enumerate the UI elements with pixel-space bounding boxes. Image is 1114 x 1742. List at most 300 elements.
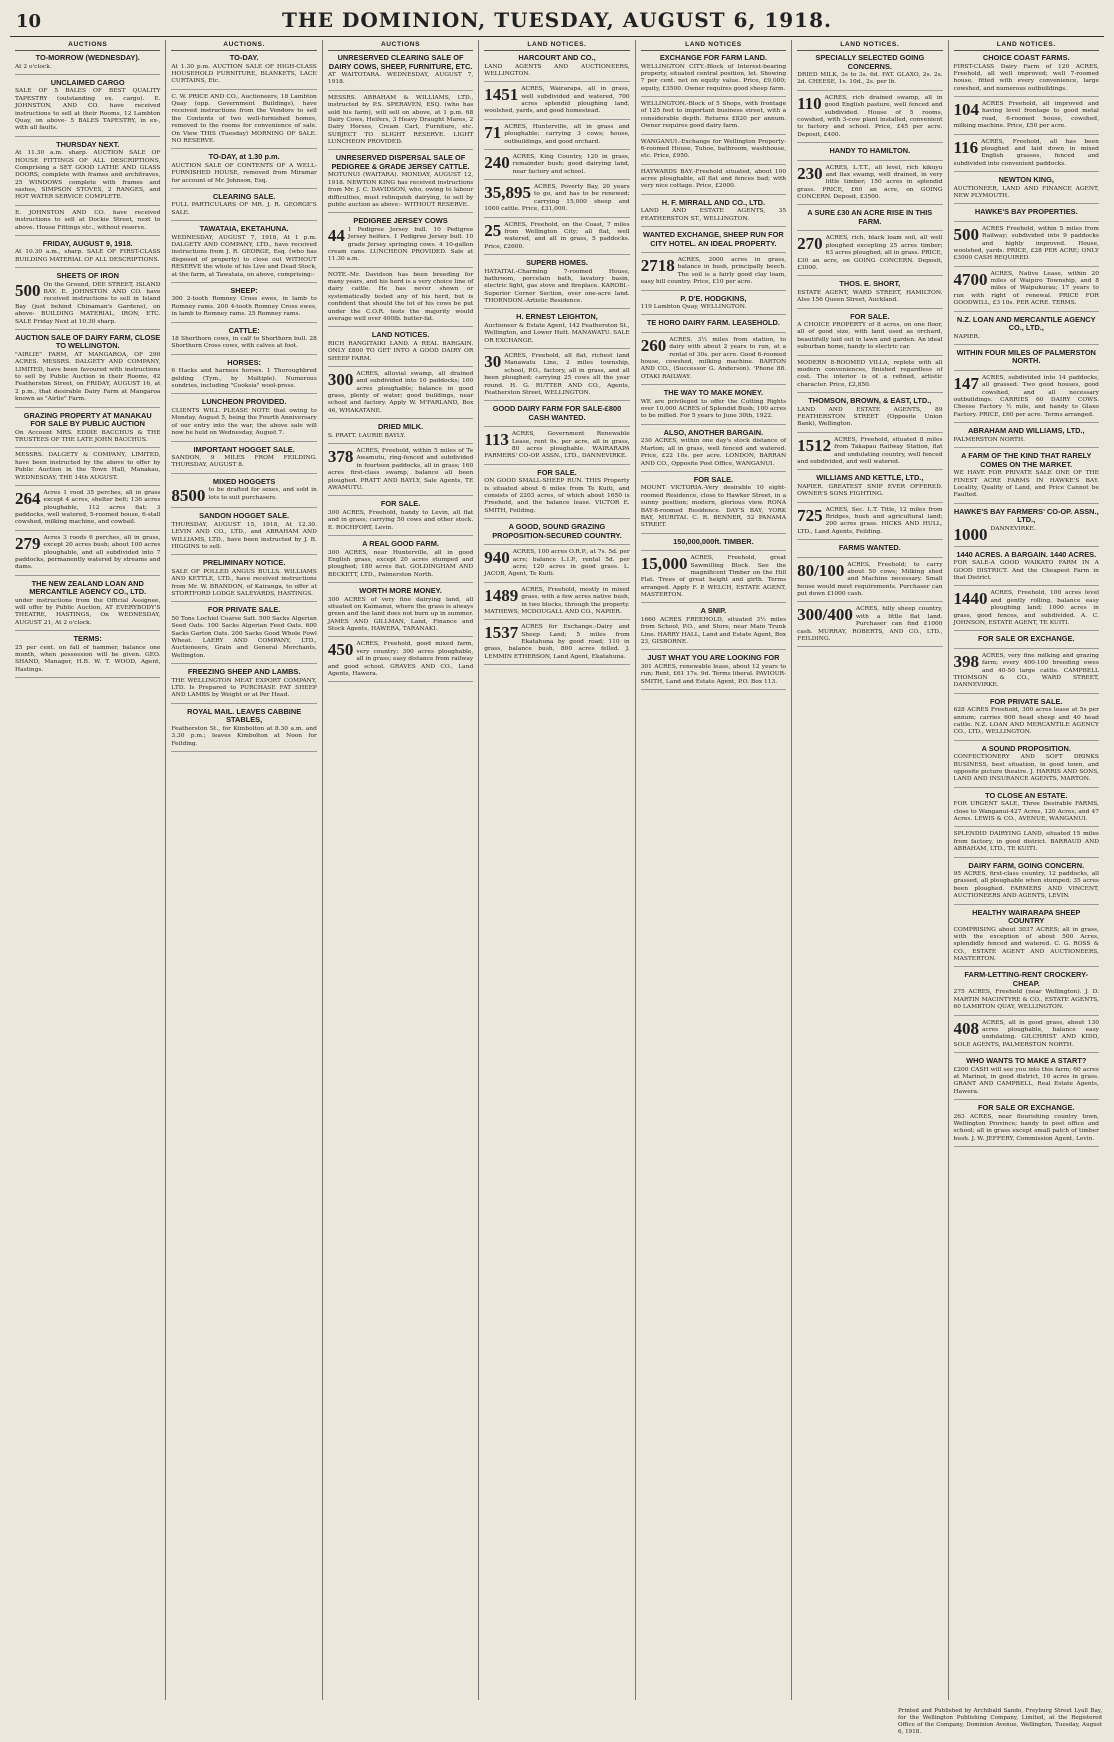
advertisement <box>328 95 473 151</box>
ad-body: WELLINGTON CITY.-Block of Interest-bearing property, situated central position, let. Showing 7 per cent. net on equity value. Price, £9,000; equity, £3500. Owner requires good sheep farm. <box>640 63 787 92</box>
advertisement <box>797 397 942 433</box>
ad-heading: HAWKE'S BAY PROPERTIES. <box>974 207 1078 217</box>
ad-big-number: 240 <box>484 152 510 172</box>
ad-big-number: 147 <box>953 373 980 393</box>
ad-body: 300 ACRES, Freehold, handy to Levin, all flat and in grass; carrying 50 cows and other stock. E. ROCHFORT, Levin. <box>327 509 474 531</box>
advertisement <box>328 371 473 419</box>
ad-body: SANDON, 9 MILES FROM FEILDING. THURSDAY, AUGUST 8. <box>171 455 317 469</box>
ad-heading: A SURE £30 AN ACRE RISE IN THIS FARM. <box>807 208 933 226</box>
advertisement <box>641 607 786 650</box>
advertisement <box>171 398 316 441</box>
ad-big-number: 80/100 <box>797 560 845 580</box>
advertisement <box>484 405 629 427</box>
ad-body: THE WELLINGTON MEAT EXPORT COMPANY, LTD. Is Prepared to PURCHASE FAT SHEEP AND LAMBS by Weight or at Per Head. <box>171 677 317 699</box>
advertisement <box>328 154 473 213</box>
advertisement <box>641 319 786 333</box>
advertisement <box>797 544 942 558</box>
ad-body: ACRES, very fine milking and grazing farm; every 400-100 breeding ewes and 40-50 large cattle. CAMPBELL THOMSON & CO., WARD STREET, DANNEVIRKE. <box>953 652 1099 689</box>
column-header: LAND NOTICES. <box>797 40 942 51</box>
advertisement <box>484 184 629 218</box>
ad-heading: A REAL GOOD FARM. <box>362 539 439 548</box>
ad-heading: IMPORTANT HOGGET SALE. <box>193 444 295 454</box>
ad-body: DANNEVIRKE. <box>990 525 1036 532</box>
advertisement <box>171 446 316 474</box>
ad-heading: FRIDAY, AUGUST 9, 1918. <box>42 238 133 248</box>
column <box>949 40 1104 1700</box>
advertisement <box>954 551 1099 587</box>
ad-body: WELLINGTON.-Block of 5 Shops, with frontage of 125 feet to important business street, with a considerable depth. Returns £820 per annum. Owner requires good dairy farm. <box>640 101 787 130</box>
column <box>636 40 792 1700</box>
ad-body: ACRES, Freehold, on the Coast, 7 miles from Wellington City; all flat, well watered, and all in grass, 5 paddocks. Price, £2600. <box>484 221 630 250</box>
ad-body: ACRES, Wairarapa, all in grass, well subdivided and watered, 700 acres splendid ploughing land, woolshed, yards, and good homestead. <box>484 86 630 115</box>
column-header: AUCTIONS <box>328 40 473 51</box>
ad-body: RICH RANGITAIKI LAND. A REAL BARGAIN. ONLY £800 TO GET INTO A GOOD DAIRY OR SHEEP FARM. <box>327 340 474 362</box>
advertisement <box>954 208 1099 222</box>
ad-body: ACRES, Freehold, all flat, richest land Manawatu Line, 2 miles township, school, P.O., factory, all in grass, and all been ploughed; carrying 25 cows all the year round. H. G. RUTTER AND CO., Agents, Featherston Street, WELLINGTON. <box>484 353 630 396</box>
ad-heading: UNRESERVED DISPERSAL SALE OF PEDIGREE & GRADE JERSEY CATTLE. <box>331 153 470 171</box>
ad-heading: SPECIALLY SELECTED GOING CONCERNS. <box>815 53 925 71</box>
ad-body: LAND AND ESTATE AGENTS, 89 FEATHERSTON STREET (Opposite Union Bank), Wellington. <box>797 406 943 428</box>
advertisement <box>954 508 1099 547</box>
advertisement <box>954 427 1099 448</box>
ad-big-number: 725 <box>797 505 823 525</box>
advertisement <box>954 176 1099 204</box>
advertisement <box>328 217 473 267</box>
advertisement <box>484 624 629 665</box>
ad-body: C. W. PRICE AND CO., Auctioneers, 18 Lambton Quay (opp. Government Buildings), have received instructions from the Vendors to sell the Contents of two well-furnished homes, removed to the rooms for convenience of sale. On View THIS (Tuesday) MORNING OF SALE. NO RESERVE. <box>171 93 317 144</box>
ad-heading: TO-DAY. <box>229 53 259 62</box>
advertisement <box>797 360 942 394</box>
advertisement <box>15 54 160 75</box>
ad-big-number: 500 <box>953 224 980 244</box>
ad-big-number: 398 <box>953 651 980 671</box>
ad-body: A CHOICE PROPERTY of 8 acres, on one floor, all of good size, with land used as orchard, beautifully laid out in lawn and garden. An ideal suburban home, handy to electric car. <box>797 322 943 351</box>
ad-heading: DAIRY FARM, GOING CONCERN. <box>968 860 1085 870</box>
ad-heading: TE HORO DAIRY FARM. LEASEHOLD. <box>646 318 780 328</box>
ad-body: WE HAVE FOR PRIVATE SALE ONE OF THE FINEST ACRE FARMS IN HAWKE'S BAY. Locality, Quality of Land, and Price Cannot be Faulted. <box>953 470 1099 499</box>
ad-heading: HORSES: <box>227 357 261 367</box>
column-header: AUCTIONS. <box>171 40 316 51</box>
ad-big-number: 500 <box>15 280 41 300</box>
ad-body: ACRES, Freehold, good mixed farm, very country; 300 acres ploughable, all in grass; easy distance from railway and good school. GRAVES AND CO., Land Agents, Hawera. <box>327 641 474 677</box>
advertisement <box>797 606 942 647</box>
ad-heading: SHEEP: <box>230 285 258 295</box>
ad-body: MOUNT VICTORIA.-Very desirable 10 eight-roomed Residence, close to Hawker Street, in a sunny position; modern, glorious view. RONA BAY-8-roomed Residence. DAY'S BAY, YORK BAY, MURITAI. C. R. BENNER, 52 PANAMA STREET. <box>640 485 787 529</box>
ad-heading: HEALTHY WAIRARAPA SHEEP COUNTRY <box>972 907 1081 926</box>
ad-body: ESTATE AGENT, WARD STREET, HAMILTON. Also 156 Queen Street, Auckland. <box>797 289 943 304</box>
advertisement <box>15 272 160 330</box>
advertisement <box>15 490 160 531</box>
ad-body: ACRES, rich, black loam soil, all well ploughed excepting 25 acres timber; 63 acres ploughed, all in grass. PRICE, £30 an acre, on GOING CONCERN. Deposit, £3000. <box>797 235 943 271</box>
ad-heading: 1440 ACRES. A BARGAIN. 1440 ACRES. <box>956 549 1097 559</box>
advertisement <box>797 165 942 206</box>
advertisement <box>797 209 942 231</box>
ad-heading: H. F. MIRRALL AND CO., LTD. <box>661 197 766 207</box>
advertisement <box>641 538 786 552</box>
column-header: LAND NOTICES. <box>484 40 629 51</box>
ad-body: 18 Shorthorn cows, in calf to Shorthorn bull. 28 Shorthorn Cross cows, with calves at foot. <box>171 336 317 350</box>
ad-big-number: 104 <box>953 100 980 120</box>
ad-body: ACRES, Freehold, situated 8 miles from Takapau Railway Station, flat and undulating country, well fenced and subdivided, and well watered. <box>797 436 943 465</box>
ad-heading: 150,000,000ft. TIMBER. <box>673 536 754 546</box>
ad-body: SPLENDID DAIRYING LAND, situated 15 miles from factory, in good district. BARRAUD AND ABRAHAM, LTD., TE KUITI. <box>953 831 1099 853</box>
ad-body: MOTUNUI (WAITARA). MONDAY, AUGUST 12, 1918. NEWTON KING has received instructions from Mr. J. C. DAVIDSON, who, owing to labour difficulties, must relinquish dairying, to sell by public auction as above:- WITHOUT RESERVE. <box>327 172 474 208</box>
ad-body: ACRES, all in good grass, about 130 acres ploughable, balance easy undulating. GILCHRIST AND KIDD, SOLE AGENTS, PALMERSTON NORTH. <box>953 1019 1099 1048</box>
advertisement <box>954 101 1099 135</box>
advertisement <box>954 1020 1099 1054</box>
ad-heading: HARCOURT AND CO., <box>518 53 596 62</box>
ad-body: HAYWARDS BAY.-Freehold situated, about 100 acres ploughable, all flat and fences bad; with very nice cottage. Price, £2000. <box>640 168 787 190</box>
ad-big-number: 230 <box>797 163 823 183</box>
ad-body: NOTE.-Mr. Davidson has been breeding for many years, and his herd is a very choice line of dairy cattle. He has never shown or systematically tested any of his herd, but is confident that should the lot of his cows be put under the C.O.R. tests the majority would average well over 400lb. butter-fat. <box>327 271 474 322</box>
advertisement <box>484 124 629 150</box>
advertisement <box>797 54 942 91</box>
ad-heading: FOR SALE OR EXCHANGE. <box>977 1103 1075 1113</box>
ad-heading: FARMS WANTED. <box>838 543 901 553</box>
advertisement <box>328 540 473 583</box>
advertisement <box>641 101 786 135</box>
ad-body: SALE OF POLLED ANGUS BULLS. WILLIAMS AND KETTLE, LTD., have received instructions from Mr. W. BRANDON, of Kairanga, to offer at STORTFORD LODGE SALEYARDS, HASTINGS. <box>171 568 317 598</box>
advertisement <box>171 668 316 704</box>
ad-heading: CLEARING SALE. <box>212 191 276 201</box>
advertisement <box>797 313 942 356</box>
printer-imprint: Printed and Published by Archibald Sando, Freyburg Street Lyall Bay, for the Wellington Publishing Company, Limited, at the Registered Office of the Company, Dominion Avenue, Wellington, Tuesday, August 6, 1918. <box>898 1708 1102 1736</box>
advertisement <box>954 452 1099 504</box>
ad-body: FOR URGENT SALE, Three Desirable FARMS, close to Wanganui-427 Acres, 120 Acres, and 47 Acres. LEWIS & CO., AVENUE, WANGANUI. <box>953 801 1099 823</box>
ad-heading: WILLIAMS AND KETTLE, LTD., <box>816 473 924 483</box>
ad-big-number: 30 <box>484 352 502 372</box>
ad-heading: THOMSON, BROWN, & EAST, LTD., <box>808 396 932 406</box>
column <box>166 40 322 1700</box>
ad-heading: N.Z. LOAN AND MERCANTILE AGENCY CO., LTD., <box>956 314 1096 333</box>
ad-body: Acres 3 roods 6 perches, all in grass, except 20 acres bush; about 100 acres ploughable, and all subdivided into 7 paddocks, permanently watered by streams and dams. <box>15 534 161 571</box>
advertisement <box>15 141 160 206</box>
advertisement <box>484 154 629 180</box>
ad-body: DRIED MILK, 3s to 3s. 6d. FAT. GLAXO, 2s. 2s. 2d. CHEESE, 1s. 10d., 2s. per lb. <box>797 72 943 86</box>
ad-heading: GRAZING PROPERTY AT MANAKAU FOR SALE BY PUBLIC AUCTION <box>23 410 152 429</box>
advertisement <box>954 226 1099 267</box>
ad-big-number: 1537 <box>484 623 519 643</box>
advertisement <box>797 562 942 603</box>
advertisement <box>171 287 316 323</box>
ad-heading: FOR PRIVATE SALE. <box>990 696 1063 706</box>
advertisement <box>797 507 942 541</box>
ad-body: NAPIER. GREATEST SNIP EVER OFFERED. OWNER'S SONS FIGHTING. <box>797 483 943 498</box>
ad-body: ACRES for Exchange.-Dairy and Sheep Land; 5 miles from Ekatahuna by good road; 110 in grass, balance bush, 800 acres felled. J. LEMMIN ETHERSON, Land Agent, Ekatahuna. <box>484 624 630 660</box>
ad-body: 300 ACRES of very fine dairying land, all situated on Kaimanui, where the grass is always green and the land does not burn up in summer. JAMES AND GILLMAN, Land, Finance and Stock Agents, HAWERA, TARANAKI. <box>327 596 474 633</box>
advertisement <box>171 225 316 283</box>
advertisement <box>641 54 786 97</box>
page-number: 10 <box>16 11 42 32</box>
ad-big-number: 116 <box>953 137 979 157</box>
advertisement <box>641 139 786 165</box>
advertisement <box>797 95 942 143</box>
ad-body: ACRES, L.T.T., all level, rich kikuyu and flax swamp, well drained, in very little timber; 150 acres in splendid grass. PRICE, £60 an acre, on GOING CONCERN. Deposit, £3500. <box>797 164 943 201</box>
ad-body: AUCTIONEER, LAND AND FINANCE AGENT, NEW PLYMOUTH. <box>953 185 1099 199</box>
ad-body: 300 ACRES, near Hunterville, all in good English grass, except 20 acres stumped and ploughed; 180 acres flat. GOLDINGHAM AND BECKETT, LTD., Palmerston North. <box>327 549 474 578</box>
ad-body: 50 Tons Lochiel Coarse Salt. 500 Sacks Algerian Seed Oats. 100 Sacks Algerian Feed Oats. 600 Sacks Garton Oats. 200 Sacks Good Whole Fowl Wheat. LAERY AND COMPANY, LTD., Auctioneers, Grain and General Merchants, Wellington. <box>171 615 317 659</box>
ad-body: ACRES, Freehold, mostly in mixed grass, with a few acres native bush, in two blocks, through the property. MATHEWS, MCDOUGALL AND CO., NAPIER. <box>484 586 630 615</box>
ad-body: ACRES Freehold, all improved and having level frontage to good metal road, 6-roomed house, cowshed, milking machine. Price, £50 per acre. <box>953 101 1099 130</box>
ad-body: At 1.30 p.m. AUCTION SALE OF HIGH-CLASS HOUSEHOLD FURNITURE, BLANKETS, LACE CURTAINS, Etc. <box>171 63 317 85</box>
advertisement <box>484 259 629 309</box>
ad-body: On Account MRS. EDDIE BACCHUS & THE TRUSTEES OF THE LATE JOHN BACCHUS. <box>15 429 161 444</box>
ad-heading: HANDY TO HAMILTON. <box>829 146 911 156</box>
ad-big-number: 1451 <box>484 85 519 105</box>
ad-heading: TO-DAY, at 1.30 p.m. <box>208 152 280 162</box>
ad-heading: UNRESERVED CLEARING SALE OF DAIRY COWS, SHEEP, FURNITURE, ETC. <box>328 53 473 71</box>
ad-heading: ALSO, ANOTHER BARGAIN. <box>663 427 764 437</box>
ad-big-number: 1512 <box>797 435 832 455</box>
advertisement <box>954 1057 1099 1100</box>
ad-body: SALE OF 5 BALES OF BEST QUALITY TAPESTRY (outstanding ex. cargo). E. JOHNSTON, AND CO. have received instructions to sell at their Rooms, 12 Lambton Quay, on above- 5 BALES TAPESTRY, in ex-, with all faults. <box>15 88 161 132</box>
ad-body: AUCTION SALE OF CONTENTS OF A WELL-FURNISHED HOUSE, removed from Miramar for account of Mr. Johnson, Esq. <box>171 162 317 184</box>
advertisement <box>15 635 160 678</box>
advertisement <box>954 792 1099 828</box>
advertisement <box>171 54 316 90</box>
column-header: LAND NOTICES <box>641 40 786 51</box>
advertisement <box>15 240 160 268</box>
ad-body: WE are privileged to offer the Cutting Rights over 10,000 ACRES of Splendid Bush; 100 acres to be milled. For 5 years to June 30th, 1922. <box>640 398 787 420</box>
ad-body: 301 ACRES, renewable lease, about 12 years to run; Rent, £61 17s. 9d. Terms liberal. PAVIOUR-SMITH, Land and Estate Agent, P.O. Box 113. <box>640 663 787 685</box>
advertisement <box>641 295 786 316</box>
advertisement <box>171 327 316 355</box>
advertisement <box>954 375 1099 423</box>
ad-heading: TAWATAIA, EKETAHUNA. <box>199 224 289 234</box>
advertisement <box>954 139 1099 173</box>
ad-body: MODERN 8-ROOMED VILLA, replete with all modern conveniences, finished regardless of cost. The interior is of a refined, artistic character. Price, £2,850. <box>797 359 943 388</box>
advertisement <box>954 653 1099 694</box>
ad-body: 1660 ACRES FREEHOLD, situated 3½ miles from School, P.O., and Store, near Main Trunk Line. HARRY HALL, Land and Estate Agent, Box 23, GISBORNE. <box>640 616 787 646</box>
ad-body: E. JOHNSTON AND CO. have received instructions to sell at Dockie Street, next to above. House Fittings etc., without reserve. <box>15 209 161 231</box>
ad-heading: NEWTON KING, <box>998 175 1054 185</box>
ad-body: WEDNESDAY, AUGUST 7, 1918, At 1 p.m. DALGETY AND COMPANY, LTD., have received instructions from J. R. GEORGE, Esq. (who has disposed of property) to close out WITHOUT RESERVE the whole of his Live and Dead Stock, at the farm, at Tawataia, on above, comprising:- <box>171 234 317 278</box>
advertisement <box>954 635 1099 649</box>
columns-container <box>10 40 1104 1700</box>
advertisement <box>641 169 786 195</box>
ad-body: ACRES, Freehold, all has been ploughed and laid down in mixed English grasses, fenced and subdivided into convenient paddocks. <box>953 138 1099 167</box>
ad-heading: FOR SALE. <box>380 499 421 509</box>
ad-body: MESSRS. ABRAHAM & WILLIAMS, LTD., instructed by P.S. SPERAVEN, ESQ. (who has sold his farm), will sell on above, at 1 p.m. 68 Dairy Cows, Heifers, 3 Heavy Draught Mares, 2 Dairy Horses, Cream Cart, Furniture, etc. SUBJECT TO SLIGHT RESERVE. LIGHT LUNCHEON PROVIDED. <box>327 94 474 146</box>
ad-body: 119 Lambton Quay, WELLINGTON. <box>640 304 747 311</box>
ad-heading: WITHIN FOUR MILES OF PALMERSTON NORTH. <box>956 347 1096 366</box>
ad-heading: WHO WANTS TO MAKE A START? <box>966 1056 1087 1066</box>
ad-body: Auctioneer & Estate Agent, 142 Featherston St., Wellington, and Lower Hutt. MANAWATU. SALE OR EXCHANGE. <box>484 322 630 344</box>
ad-heading: AUCTION SALE OF DAIRY FARM, CLOSE TO WELLINGTON. <box>15 332 161 351</box>
ad-body: 1 Pedigree Jersey bull. 10 Pedigree Jersey heifers. 1 Pedigree Jersey bull. 10 grade Jersey springing cows. 4 10-gallon cream cans. LUNCHEON PROVIDED. Sale at 11.30 a.m. <box>327 226 474 263</box>
ad-body: ACRES, Poverty Bay, 20 years to go, and has to be renewed; carrying 15,000 sheep and 1000 cattle. Price, £31,000. <box>484 184 630 213</box>
ad-heading: SUPERB HOMES. <box>525 258 588 268</box>
advertisement <box>15 580 160 632</box>
ad-body: LAND AND ESTATE AGENTS, 35 FEATHERSTON ST., WELLINGTON. <box>640 208 787 222</box>
ad-body: LAND AGENTS AND AUCTIONEERS, WELLINGTON. <box>484 63 630 77</box>
advertisement <box>954 271 1099 312</box>
masthead <box>10 6 1104 37</box>
ad-big-number: 300 <box>327 369 354 389</box>
page-title: THE DOMINION, TUESDAY, AUGUST 6, 1918. <box>282 8 832 32</box>
column <box>10 40 166 1700</box>
column <box>323 40 479 1700</box>
advertisement <box>797 235 942 276</box>
column-header: LAND NOTICES. <box>954 40 1099 51</box>
ad-heading: H. ERNEST LEIGHTON, <box>516 312 598 322</box>
ad-body: MESSRS. DALGETY & COMPANY, LIMITED, have been instructed by the above to offer by Public Auction in the Town Hall, Manakau, WEDNESDAY, THE 14th AUGUST. <box>15 452 161 481</box>
ad-big-number: 44 <box>327 225 345 245</box>
ad-body: On the Ground, DEE STREET, ISLAND BAY. E. JOHNSTON AND CO. have received instructions to sell in Island Bay (just behind Chinaman's Gardens), on above- BUILDING MATERIAL, IRON, ETC. SALE Friday Next at 10.30 sharp. <box>15 281 161 325</box>
ad-body: 25 per cent. on fall of hammer, balance one month, when possession will be given. GEO. SHAND, Manager, H.B. W. T. WOOD, Agent, Hastings. <box>15 644 161 673</box>
ad-heading: FARM-LETTING-RENT CROCKERY-CHEAP. <box>964 970 1089 988</box>
ad-body: ACRES, hilly sheep country, with a little flat land. Purchaser can find £1000 cash. MURRAY, ROBERTS, AND CO., LTD., FEILDING. <box>797 606 943 642</box>
advertisement <box>954 590 1099 631</box>
ad-body: ACRES Freehold, within 5 miles from Railway; subdivided into 9 paddocks and highly improved. House, woolshed, yards. PRICE, £28 PER ACRE; ONLY £3000 CASH REQUIRED. <box>953 225 1099 262</box>
advertisement <box>954 54 1099 97</box>
ad-body: CONFECTIONERY AND SOFT DRINKS BUSINESS, best situation, in good town, and opposite picture theatre. J. HARRIS AND SONS, LAND AND INSURANCE AGENTS, MARTON. <box>953 754 1099 783</box>
ad-body: ACRES, Freehold, great Sawmilling Block. See the magnificent Timber on the Hill Flat. Trees of great height and girth. Terms arranged. Apply F. P. WELCH, ESTATE AGENT, MASTERTON. <box>640 555 787 599</box>
advertisement <box>171 153 316 189</box>
advertisement <box>954 971 1099 1015</box>
advertisement <box>15 535 160 576</box>
ad-big-number: 408 <box>953 1018 980 1038</box>
advertisement <box>954 1104 1099 1147</box>
ad-body: NAPIER. <box>953 333 980 340</box>
ad-heading: A SOUND PROPOSITION. <box>981 743 1071 753</box>
ad-heading: PEDIGREE JERSEY COWS <box>353 216 448 226</box>
advertisement <box>15 79 160 137</box>
column <box>479 40 635 1700</box>
ad-heading: FOR SALE. <box>537 467 577 477</box>
advertisement <box>15 452 160 486</box>
ad-big-number: 300/400 <box>797 605 853 625</box>
ad-body: At 10.30 a.m., sharp. SALE OF FIRST-CLASS BUILDING MATERIAL OF ALL DESCRIPTIONS. <box>15 249 161 263</box>
advertisement <box>171 708 316 752</box>
advertisement <box>171 606 316 664</box>
ad-heading: CHOICE COAST FARMS. <box>982 53 1070 62</box>
advertisement <box>484 353 629 401</box>
advertisement <box>641 429 786 472</box>
ad-heading: THOS. E. SHORT, <box>839 279 901 289</box>
ad-body: S. PRATT. LAURIE BAYLY. <box>327 432 406 439</box>
advertisement <box>954 862 1099 905</box>
ad-body: HATAITAI.-Charming 7-roomed House, bathroom, porcelain bath, lavatory basin, electric light, gas stove and fireplace. KAROBI.-Superior Corner Section, over one-acre land. THORNDON.-Artistic Residence. <box>484 268 630 305</box>
ad-heading: FREEZING SHEEP AND LAMBS. <box>187 667 301 677</box>
ad-heading: ROYAL MAIL. LEAVES CABBINE STABLES, <box>187 706 302 725</box>
advertisement <box>484 587 629 621</box>
ad-big-number: 35,895 <box>484 183 532 203</box>
ad-body: AT WAITOTARA. WEDNESDAY, AUGUST 7, 1918. <box>327 72 474 86</box>
ad-body: "AIRLIE" FARM, AT MANGAROA, OF 290 ACRES. MESSRS. DALGETY AND COMPANY, LIMITED, have been favoured with instructions to sell by Public Auction in their Rooms, 42 Featherston Street, on FRIDAY, AUGUST 16, at 2 p.m., that desirable Dairy Farm at Mangaroa known as "Airlie" Farm. <box>15 351 161 403</box>
ad-heading: CATTLE: <box>228 325 260 335</box>
ad-body: under instructions from the Official Assignee, will offer by Public Auction, AT EVERYBODY'S THEATRE, HASTINGS, On WEDNESDAY, AUGUST 21, At 2 o'clock. <box>15 597 161 626</box>
ad-heading: A FARM OF THE KIND THAT RARELY COMES ON THE MARKET. <box>961 451 1092 469</box>
ad-body: ACRES, Freehold; to carry about 50 cows; Milking shed and Machine necessary. Small house would meet requirements. Purchaser can put down £1000 cash. <box>797 561 943 598</box>
advertisement <box>954 349 1099 371</box>
ad-body: At 11.30 a.m. sharp. AUCTION SALE OF HOUSE FITTINGS OF ALL DESCRIPTIONS, Comprising a SET GOOD LATHE AND GLASS DOORS, complete with frames and architraves, 25 WINDOWS complete with frames and sashes, SIMPSON STOVES, 2 RANGES, and HOT WATER SERVICE COMPLETE. <box>15 150 161 201</box>
advertisement <box>954 909 1099 968</box>
advertisement <box>15 210 160 236</box>
ad-body: 628 ACRES Freehold, 300 acres lease at 5s per annum; carries 600 head sheep and 40 head cattle. N.Z. LOAN AND MERCANTILE AGENCY CO., LTD., WELLINGTON. <box>953 707 1099 736</box>
advertisement <box>328 331 473 367</box>
ad-body: ACRES, 100 acres O.R.P., at 7s. 5d. per acre; balance L.I.P., rental 5d. per acre; 120 acres in good grass. L. JACOB, Agent, Te Kuiti. <box>484 549 630 578</box>
ad-body: ACRES, Native Lease, within 20 miles of Waipiro Township, and 8 miles of Waipukurau; 17 years to run with right of renewal. PRICE FOR GOODWILL, £3 10s. PER ACRE. TERMS. <box>953 270 1099 307</box>
ad-heading: GOOD DAIRY FARM FOR SALE-£800 CASH WANTED. <box>492 404 622 422</box>
advertisement <box>484 523 629 545</box>
ad-heading: A GOOD, SOUND GRAZING PROPOSITION-SECURED COUNTRY. <box>492 522 622 540</box>
advertisement <box>641 337 786 385</box>
ad-heading: PRELIMINARY NOTICE. <box>202 558 286 568</box>
ad-body: 275 ACRES, Freehold (near Wellington). J. D. MARTIN MACINTYRE & CO., ESTATE AGENTS, 60 LAMBTON QUAY, WELLINGTON. <box>953 989 1099 1011</box>
ad-big-number: 260 <box>640 335 667 355</box>
ad-heading: MIXED HOGGETS <box>212 476 276 486</box>
advertisement <box>328 448 473 496</box>
ad-heading: DRIED MILK. <box>377 422 424 432</box>
ad-body: ACRES, alluvial swamp, all drained and subdivided into 10 paddocks; 100 acres ploughable; balance in good grass, plenty of water; good buildings, near school and factory. Apply W. M'FARLAND, Box 46, WHAKATANE. <box>327 370 474 414</box>
advertisement <box>15 334 160 408</box>
ad-body: ACRES, subdivided into 14 paddocks, all grassed. Two good houses, good cowshed, and all necessary outbuildings. CARRIES 60 DAIRY COWS. Cheese Factory ½ mile, and handy to Glaxo Factory. PRICE, £60 per acre. Terms arranged. <box>953 374 1099 418</box>
advertisement <box>15 412 160 449</box>
ad-heading: P. D'E. HODGKINS, <box>680 293 747 303</box>
advertisement <box>484 431 629 465</box>
ad-big-number: 378 <box>327 447 354 467</box>
ad-body: ACRES, King Country, 120 in grass, remainder bush; good dairying land, near factory and school. <box>512 153 630 175</box>
ad-body: ACRES, Freehold, within 5 miles of Te Awamutu, ring-fenced and subdivided in fourteen paddocks, all in grass; 160 acres first-class swamp, balance all been ploughed. PRATT AND BAYLY, Sale Agents, TE AWAMUTU. <box>327 448 474 491</box>
advertisement <box>328 272 473 328</box>
ad-heading: TO-MORROW (WEDNESDAY). <box>35 53 140 62</box>
ad-big-number: 113 <box>484 430 509 450</box>
ad-heading: TO CLOSE AN ESTATE. <box>985 790 1068 800</box>
advertisement <box>797 280 942 308</box>
ad-body: Acres 1 rood 35 perches, all in grass except 4 acres, shelter belt; 136 acres ploughable, 112 acres flat; 3 paddocks, well watered, 5-roomed house, 6-stall cowshed, milking machine, and cowbail. <box>15 489 161 526</box>
advertisement <box>797 147 942 161</box>
advertisement <box>641 555 786 603</box>
ad-big-number: 8500 <box>171 486 206 506</box>
advertisement <box>171 478 316 509</box>
advertisement <box>954 745 1099 788</box>
advertisement <box>641 389 786 425</box>
advertisement <box>484 469 629 519</box>
ad-body: to be drafted for sexes, and sold in lots to suit purchasers. <box>208 487 317 501</box>
ad-heading: THE NEW ZEALAND LOAN AND MERCANTILE AGENCY CO., LTD. <box>29 578 147 597</box>
ad-body: WANGANUI.-Exchange for Wellington Property-6-roomed House, Tuhoe, bathroom, washhouse, etc. Price, £950. <box>640 138 787 160</box>
ad-big-number: 15,000 <box>640 554 688 574</box>
ad-heading: A SNIP. <box>700 606 727 616</box>
ad-body: ACRES, rich drained swamp, all in good English pasture, well fenced and subdivided. House of 5 rooms, cowshed, with 3-cow plant installed, convenient to factory and school. Price, £45 per acre. Deposit, £400. <box>797 94 943 138</box>
ad-big-number: 270 <box>797 234 823 254</box>
ad-body: PALMERSTON NORTH. <box>953 436 1025 443</box>
ad-heading: FOR SALE. <box>850 311 890 321</box>
ad-body: At 2 o'clock. <box>15 63 52 70</box>
ad-big-number: 264 <box>15 488 41 508</box>
ad-heading: WANTED EXCHANGE, SHEEP RUN FOR CITY HOTEL. AN IDEAL PROPERTY. <box>643 230 784 248</box>
advertisement <box>484 222 629 256</box>
ad-heading: ABRAHAM AND WILLIAMS, LTD., <box>967 426 1085 436</box>
ad-body: 230 ACRES, within one day's stock distance of Marton; all in grass, well fenced and watered. Price, £22 10s. per acre. LONDON, BARRAN AND CO., Opposite Post Office, WANGANUI. <box>640 438 787 467</box>
ad-heading: SANDON HOGGET SALE. <box>199 511 290 521</box>
advertisement <box>171 94 316 150</box>
advertisement <box>641 476 786 534</box>
ad-body: ACRES, 2000 acres in grass, balance in bush, principally beech. The soil is a fairly good clay loam, easy hill country. Price, £10 per acre. <box>640 257 787 286</box>
ad-big-number: 4700 <box>953 269 988 289</box>
ad-body: ACRES, Government Renewable Lease, rent 9s. per acre, all in grass, 80 acres ploughable. WAIRARAPA FARMERS' CO-OP. ASSN., LTD., DANNEVIRKE. <box>484 431 630 460</box>
ad-heading: LUNCHEON PROVIDED. <box>201 397 287 407</box>
advertisement <box>954 698 1099 741</box>
ad-heading: TERMS: <box>73 634 102 644</box>
ad-big-number: 2718 <box>640 256 675 276</box>
advertisement <box>171 193 316 221</box>
advertisement <box>328 54 473 91</box>
ad-body: CLIENTS WILL PLEASE NOTE that owing to Monday, August 5, being the Fourth Anniversary of our entry into the war, the above sale will now be held on Wednesday, August 7. <box>171 408 317 437</box>
advertisement <box>797 474 942 502</box>
ad-heading: WORTH MORE MONEY. <box>359 586 442 596</box>
